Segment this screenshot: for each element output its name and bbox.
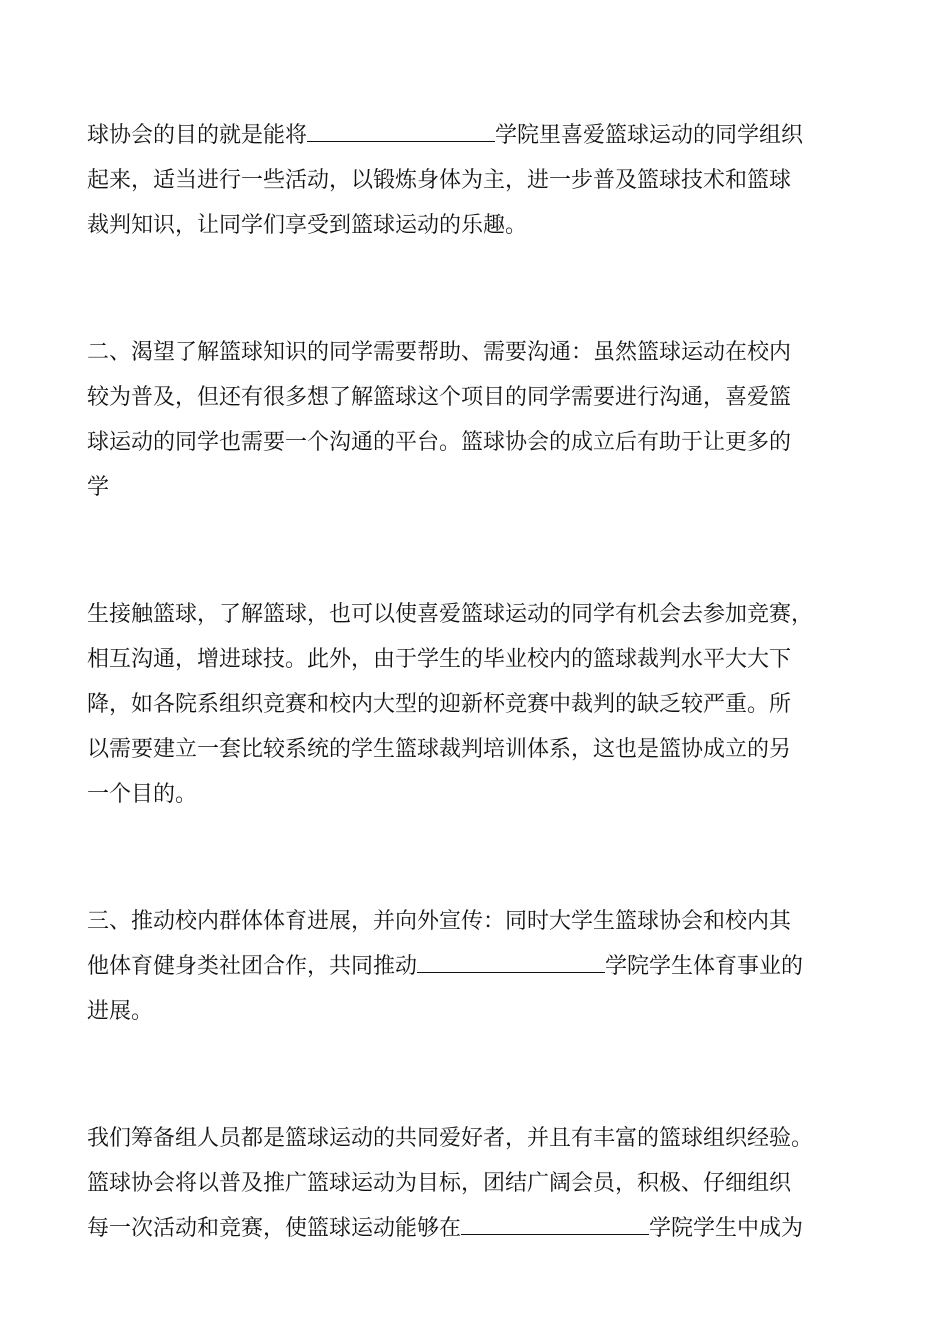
paragraph-section-two-continued	[87, 592, 887, 817]
fill-in-blank	[461, 1214, 649, 1235]
text-line: 较为普及，但还有很多想了解篮球这个项目的同学需要进行沟通，喜爱篮	[87, 385, 792, 410]
text-line: 我们筹备组人员都是篮球运动的共同爱好者，并且有丰富的篮球组织经验。	[87, 1126, 814, 1151]
text-line	[87, 113, 887, 158]
fill-in-blank	[417, 952, 605, 973]
text-line: 三、推动校内群体体育进展，并向外宣传：同时大学生篮球协会和校内其	[87, 909, 792, 934]
text-line	[87, 944, 887, 989]
text-fragment: 每一次活动和竞赛，使篮球运动能够在	[87, 1216, 462, 1241]
text-line: 生接触篮球，了解篮球，也可以使喜爱篮球运动的同学有机会去参加竞赛，	[87, 602, 814, 627]
text-fragment: 他体育健身类社团合作，共同推动	[87, 954, 418, 979]
text-line: 起来，适当进行一些活动，以锻炼身体为主，进一步普及篮球技术和篮球	[87, 168, 792, 193]
text-line: 进展。	[87, 999, 154, 1024]
paragraph-section-three	[87, 899, 887, 1034]
text-line: 裁判知识，让同学们享受到篮球运动的乐趣。	[87, 213, 528, 238]
text-line: 二、渴望了解篮球知识的同学需要帮助、需要沟通：虽然篮球运动在校内	[87, 340, 792, 365]
text-line: 一个目的。	[87, 782, 198, 807]
text-line: 学	[87, 475, 110, 500]
text-line: 相互沟通，增进球技。此外，由于学生的毕业校内的篮球裁判水平大大下	[87, 647, 792, 672]
text-line: 球运动的同学也需要一个沟通的平台。篮球协会的成立后有助于让更多的	[87, 430, 792, 455]
text-line: 篮球协会将以普及推广篮球运动为目标，团结广阔会员，积极、仔细组织	[87, 1171, 792, 1196]
text-line	[87, 1206, 887, 1251]
paragraph-purpose	[87, 113, 887, 248]
text-line: 降，如各院系组织竞赛和校内大型的迎新杯竞赛中裁判的缺乏较严重。所	[87, 692, 792, 717]
fill-in-blank	[307, 121, 495, 142]
text-fragment: 学院学生体育事业的	[605, 954, 804, 979]
document-page	[87, 113, 887, 1251]
text-fragment: 球协会的目的就是能将	[87, 123, 308, 148]
paragraph-section-two	[87, 330, 887, 510]
text-fragment: 学院里喜爱篮球运动的同学组织	[495, 123, 804, 148]
paragraph-closing	[87, 1116, 887, 1251]
text-fragment: 学院学生中成为	[649, 1216, 804, 1241]
text-line: 以需要建立一套比较系统的学生篮球裁判培训体系，这也是篮协成立的另	[87, 737, 792, 762]
